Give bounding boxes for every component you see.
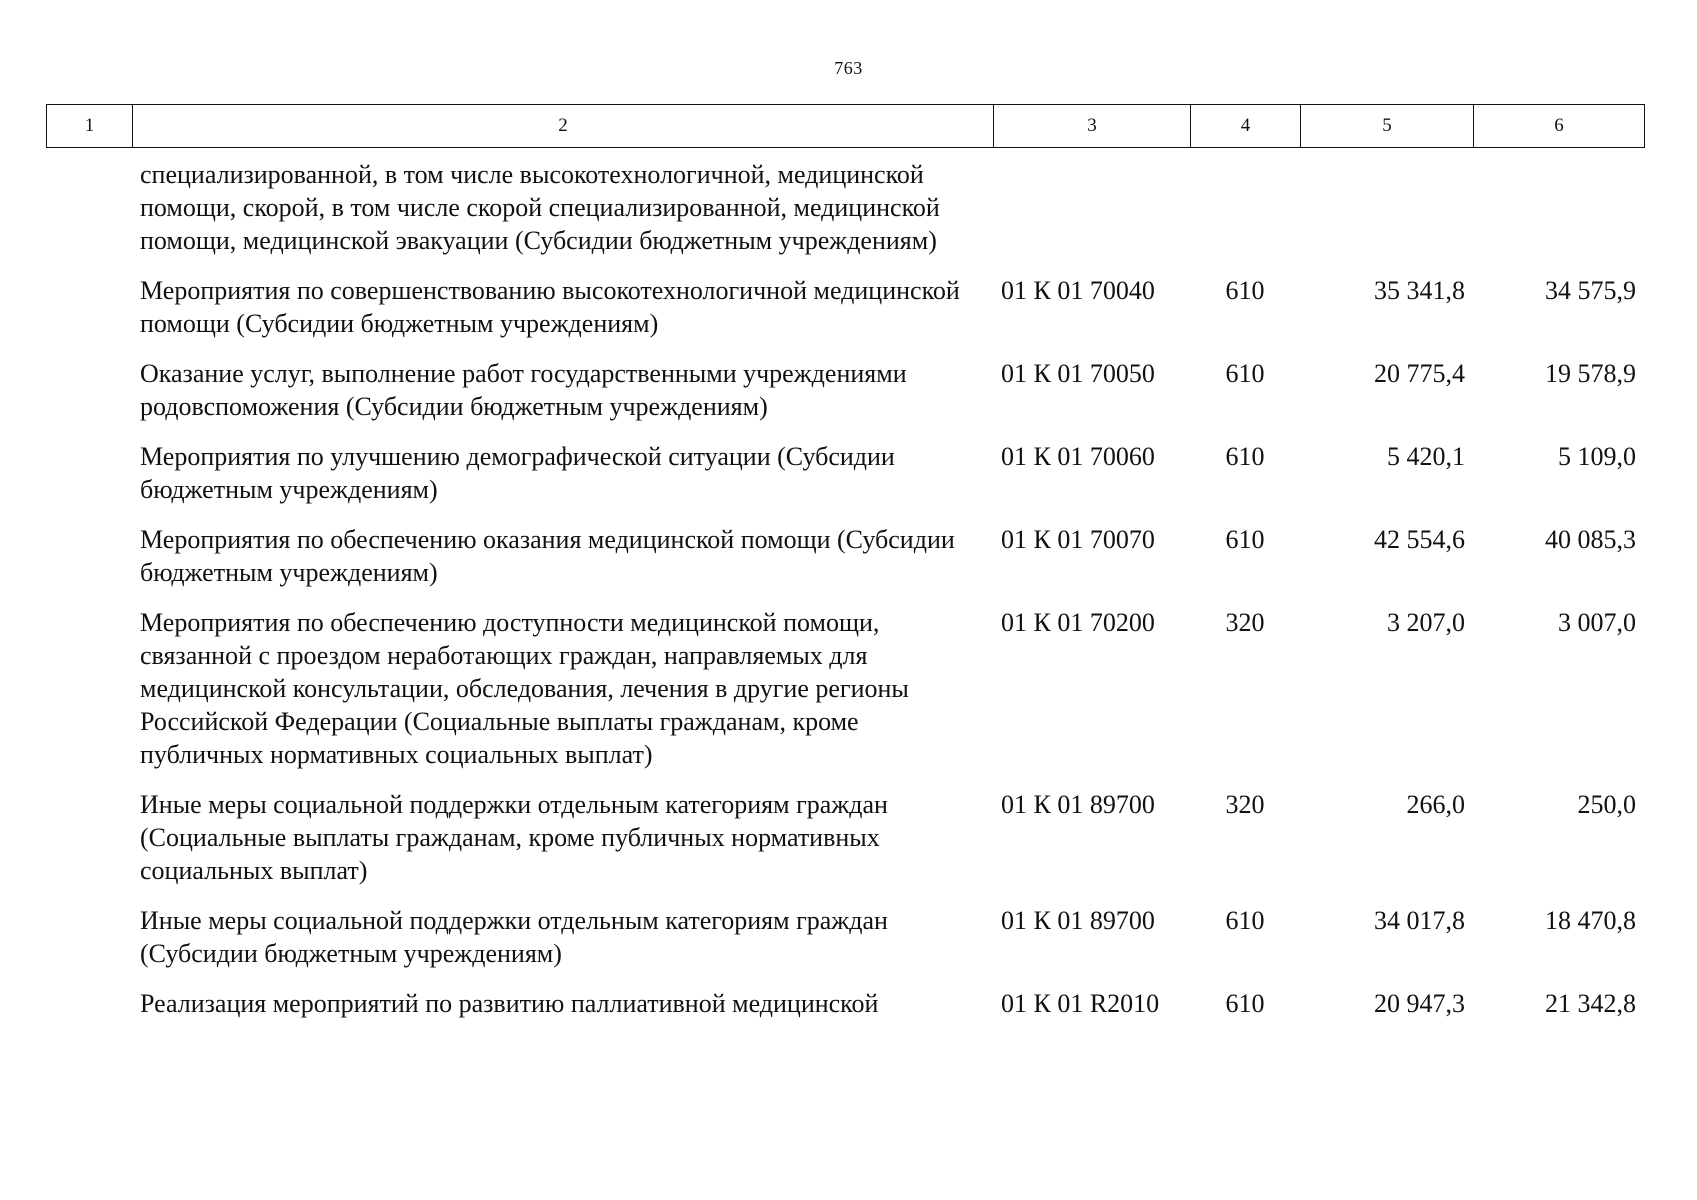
table-row (46, 987, 1644, 1037)
item-name: Оказание услуг, выполнение работ государственными учреждениями родовспоможения (Субсидии бюджетным учреждениям) (140, 359, 907, 421)
empty-cell (46, 274, 132, 357)
expense-type: 610 (1225, 442, 1265, 471)
header-cell-3: 3 (994, 105, 1191, 148)
amount-col-5: 3 207,0 (1387, 608, 1465, 637)
amount-col-5: 34 017,8 (1374, 906, 1465, 935)
item-name: Реализация мероприятий по развитию паллиативной медицинской (140, 989, 879, 1018)
target-code: 01 К 01 70070 (1001, 525, 1155, 554)
empty-cell (46, 523, 132, 606)
page-number: 763 (834, 58, 863, 78)
target-code (993, 158, 1190, 274)
item-name: Мероприятия по улучшению демографической ситуации (Субсидии бюджетным учреждениям) (140, 442, 895, 504)
empty-cell (46, 788, 132, 904)
amount-col-6: 40 085,3 (1545, 525, 1636, 554)
header-cell-1: 1 (47, 105, 133, 148)
target-code: 01 К 01 70200 (1001, 608, 1155, 637)
expense-type (1190, 158, 1300, 274)
amount-col-6: 18 470,8 (1545, 906, 1636, 935)
table-row (46, 606, 1644, 788)
table-row (46, 440, 1644, 523)
item-name: Иные меры социальной поддержки отдельным категориям граждан (Социальные выплаты гражданам, кроме публичных нормативных социальных выплат) (140, 790, 888, 885)
expense-type: 610 (1225, 359, 1265, 388)
item-name: Мероприятия по совершенствованию высокотехнологичной медицинской помощи (Субсидии бюджетным учреждениям) (140, 276, 960, 338)
target-code: 01 К 01 89700 (1001, 790, 1155, 819)
header-cell-4: 4 (1191, 105, 1301, 148)
header-row (47, 105, 1645, 148)
header-cell-5: 5 (1301, 105, 1474, 148)
item-name: Мероприятия по обеспечению оказания медицинской помощи (Субсидии бюджетным учреждениям) (140, 525, 955, 587)
table-row (46, 357, 1644, 440)
expense-type: 610 (1225, 989, 1265, 1018)
target-code: 01 К 01 89700 (1001, 906, 1155, 935)
amount-col-5: 5 420,1 (1387, 442, 1465, 471)
amount-col-6: 21 342,8 (1545, 989, 1636, 1018)
expense-type: 610 (1225, 906, 1265, 935)
expense-type: 320 (1225, 790, 1265, 819)
empty-cell (46, 606, 132, 788)
amount-col-6: 34 575,9 (1545, 276, 1636, 305)
item-name: Мероприятия по обеспечению доступности медицинской помощи, связанной с проездом неработающих граждан, направляемых для медицинской консультации, обследования, лечения в другие регионы Российской Федерации (Социальные выплаты гражданам, кроме публичных нормативных социальных выплат) (140, 608, 909, 769)
expense-type: 610 (1225, 525, 1265, 554)
amount-col-5: 42 554,6 (1374, 525, 1465, 554)
amount-col-6: 5 109,0 (1558, 442, 1636, 471)
amount-col-5: 266,0 (1406, 790, 1465, 819)
amount-col-5: 20 775,4 (1374, 359, 1465, 388)
item-name: Иные меры социальной поддержки отдельным категориям граждан (Субсидии бюджетным учреждениям) (140, 906, 888, 968)
target-code: 01 К 01 70060 (1001, 442, 1155, 471)
empty-cell (46, 158, 132, 274)
header-cell-2: 2 (133, 105, 994, 148)
empty-cell (46, 987, 132, 1037)
expense-type: 610 (1225, 276, 1265, 305)
amount-col-6: 3 007,0 (1558, 608, 1636, 637)
table-row (46, 788, 1644, 904)
header-cell-6: 6 (1474, 105, 1645, 148)
table-row (46, 274, 1644, 357)
column-number-header (46, 104, 1645, 148)
empty-cell (46, 357, 132, 440)
table-row (46, 904, 1644, 987)
empty-cell (46, 904, 132, 987)
table-row (46, 158, 1644, 274)
budget-table-body (46, 158, 1644, 1037)
item-name: специализированной, в том числе высокотехнологичной, медицинской помощи, скорой, в том числе скорой специализированной, медицинской помощи, медицинской эвакуации (Субсидии бюджетным учреждениям) (140, 160, 940, 255)
target-code: 01 К 01 70050 (1001, 359, 1155, 388)
amount-col-5: 20 947,3 (1374, 989, 1465, 1018)
target-code: 01 К 01 R2010 (1001, 989, 1160, 1018)
table-row (46, 523, 1644, 606)
amount-col-6: 250,0 (1577, 790, 1636, 819)
amount-col-6 (1473, 158, 1644, 274)
target-code: 01 К 01 70040 (1001, 276, 1155, 305)
budget-table (46, 158, 1644, 1037)
amount-col-6: 19 578,9 (1545, 359, 1636, 388)
empty-cell (46, 440, 132, 523)
amount-col-5: 35 341,8 (1374, 276, 1465, 305)
expense-type: 320 (1225, 608, 1265, 637)
amount-col-5 (1300, 158, 1473, 274)
